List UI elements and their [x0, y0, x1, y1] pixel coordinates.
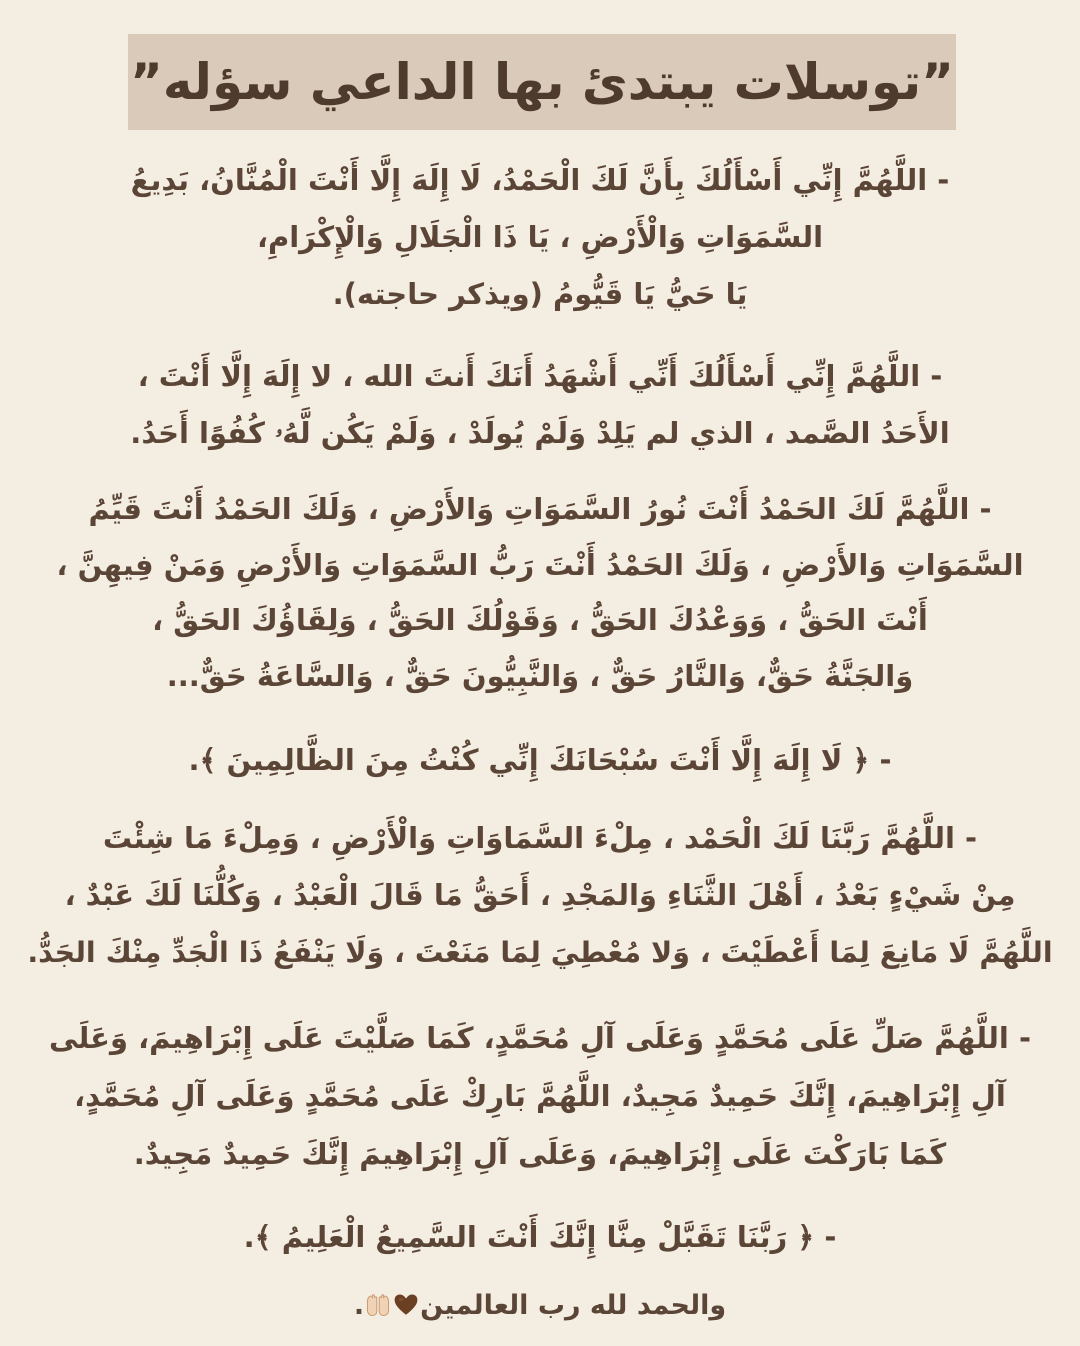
paragraph-1-line-2: السَّمَوَاتِ وَالْأَرْضِ ، يَا ذَا الْجَلَالِ وَالْإِكْرَامِ، [256, 220, 824, 254]
paragraph-3-line-1: - اللَّهُمَّ لَكَ الحَمْدُ أَنْتَ نُورُ السَّمَوَاتِ وَالأَرْضِ ، وَلَكَ الحَمْدُ أَنْتَ قَيِّمُ [88, 492, 992, 526]
paragraph-3-line-3: أَنْتَ الحَقُّ ، وَوَعْدُكَ الحَقُّ ، وَقَوْلُكَ الحَقُّ ، وَلِقَاؤُكَ الحَقُّ ، [152, 603, 928, 637]
paragraph-6-line-3: كَمَا بَارَكْتَ عَلَى إِبْرَاهِيمَ، وَعَلَى آلِ إِبْرَاهِيمَ إِنَّكَ حَمِيدٌ مَجِيدٌ. [133, 1137, 947, 1171]
paragraph-6-line-2: آلِ إِبْرَاهِيمَ، إِنَّكَ حَمِيدٌ مَجِيدٌ، اللَّهُمَّ بَارِكْ عَلَى مُحَمَّدٍ وَعَلَى آلِ مُحَمَّدٍ، [74, 1079, 1006, 1113]
paragraph-1-line-1: - اللَّهُمَّ إِنِّي أَسْأَلُكَ بِأَنَّ لَكَ الْحَمْدُ، لَا إِلَهَ إِلَّا أَنْتَ الْمُنَّانُ، بَدِيعُ [130, 163, 950, 197]
dua-paragraph-7 [20, 1209, 1060, 1266]
brown-heart-icon [393, 1292, 419, 1318]
paragraph-5-line-1: - اللَّهُمَّ رَبَّنَا لَكَ الْحَمْد ، مِلْءَ السَّمَاوَاتِ وَالْأَرْضِ ، وَمِلْءَ مَا شِئْتَ [102, 821, 978, 855]
paragraph-5-line-3: اللَّهُمَّ لَا مَانِعَ لِمَا أَعْطَيْتَ ، وَلا مُعْطِيَ لِمَا مَنَعْتَ ، وَلَا يَنْفَعُ ذَا الْجَدِّ مِنْكَ الجَدُّ. [27, 936, 1053, 969]
dua-paragraph-3 [20, 482, 1060, 704]
paragraph-7-line-1: - ﴿ رَبَّنَا تَقَبَّلْ مِنَّا إِنَّكَ أَنْتَ السَّمِيعُ الْعَلِيمُ ﴾. [243, 1220, 837, 1254]
dua-paragraph-4 [20, 732, 1060, 789]
paragraph-4-line-1: - ﴿ لَا إِلَهَ إِلَّا أَنْتَ سُبْحَانَكَ إِنِّي كُنْتُ مِنَ الظَّالِمِينَ ﴾. [188, 743, 892, 777]
dua-paragraph-1 [20, 152, 1060, 323]
closing-period: . [353, 1289, 365, 1321]
page-title: ”توسلات يبتدئ بها الداعي سؤله” [130, 53, 954, 111]
paragraph-3-line-2: السَّمَوَاتِ وَالأَرْضِ ، وَلَكَ الحَمْدُ أَنْتَ رَبُّ السَّمَوَاتِ وَالأَرْضِ وَمَنْ فِيهِنَّ ، [56, 547, 1024, 582]
dua-paragraph-2 [20, 348, 1060, 462]
closing-praise-text: والحمد لله رب العالمين [420, 1289, 727, 1321]
paragraph-6-line-1: - اللَّهُمَّ صَلِّ عَلَى مُحَمَّدٍ وَعَلَى آلِ مُحَمَّدٍ، كَمَا صَلَّيْتَ عَلَى إِبْرَاهِيمَ، وَعَلَى [49, 1021, 1031, 1055]
title-banner [128, 34, 956, 130]
paragraph-2-line-1: - اللَّهُمَّ إِنِّي أَسْأَلُكَ أَنِّي أَشْهَدُ أَنَكَ أَنتَ الله ، لا إِلَهَ إِلَّا أَنْتَ ، [137, 359, 943, 393]
dua-paragraph-5 [20, 810, 1060, 981]
dua-paragraph-6 [20, 1009, 1060, 1183]
paragraph-2-line-2: الأَحَدُ الصَّمد ، الذي لم يَلِدْ وَلَمْ يُولَدْ ، وَلَمْ يَكُن لَّهُۥ كُفُوًا أَحَدُ. [130, 416, 950, 450]
raised-hands-icon [365, 1292, 391, 1318]
paragraph-5-line-2: مِنْ شَيْءٍ بَعْدُ ، أَهْلَ الثَّنَاءِ وَالمَجْدِ ، أَحَقُّ مَا قَالَ الْعَبْدُ ، وَكُلُّنَا لَكَ عَبْدٌ ، [64, 878, 1016, 912]
closing-praise [20, 1277, 1060, 1333]
paragraph-1-line-3: يَا حَيُّ يَا قَيُّومُ (ويذكر حاجته). [332, 277, 748, 311]
paragraph-3-line-4: وَالجَنَّةُ حَقٌّ، وَالنَّارُ حَقٌّ ، وَالنَّبِيُّونَ حَقٌّ ، وَالسَّاعَةُ حَقٌّ... [166, 658, 914, 693]
